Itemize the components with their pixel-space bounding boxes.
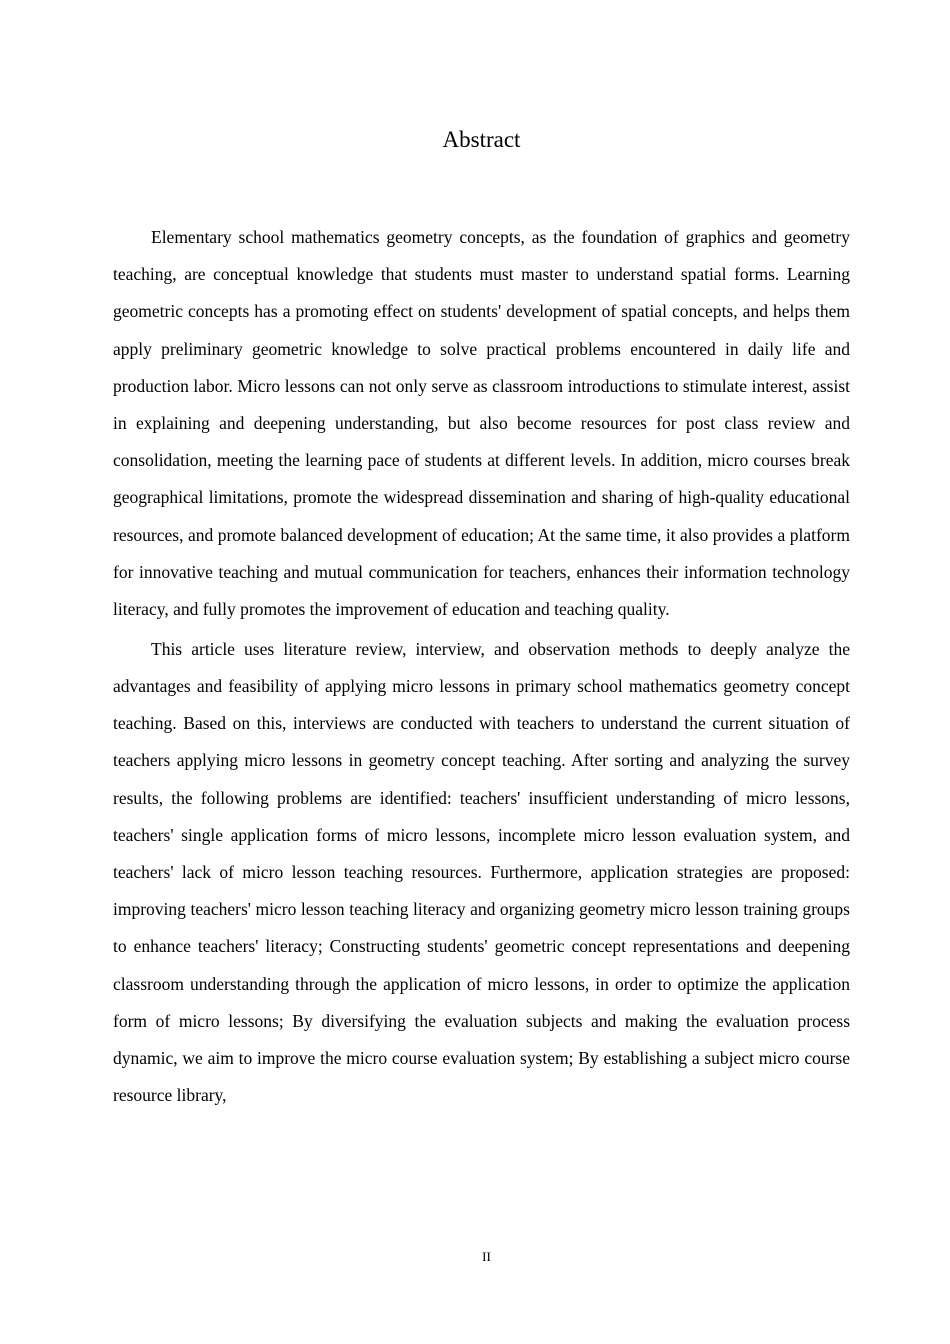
page-number: II: [482, 1249, 491, 1264]
abstract-paragraph-2: This article uses literature review, interview, and observation methods to deeply analyze the advantages and feasibility of applying micro lessons in primary school mathematics geometry concept teaching. Based on this, interviews are conducted with teachers to understand the current situation of teachers applying micro lessons in geometry concept teaching. After sorting and analyzing the survey results, the following problems are identified: teachers' insufficient understanding of micro lessons, teachers' single application forms of micro lessons, incomplete micro lesson evaluation system, and teachers' lack of micro lesson teaching resources. Furthermore, application strategies are proposed: improving teachers' micro lesson teaching literacy and organizing geometry micro lesson training groups to enhance teachers' literacy; Constructing students' geometric concept representations and deepening classroom understanding through the application of micro lessons, in order to optimize the application form of micro lessons; By diversifying the evaluation subjects and making the evaluation process dynamic, we aim to improve the micro course evaluation system; By establishing a subject micro course resource library,: [113, 638, 850, 1106]
abstract-body: [113, 219, 850, 1114]
abstract-title: Abstract: [442, 127, 521, 152]
abstract-paragraph-1: Elementary school mathematics geometry concepts, as the foundation of graphics and geometry teaching, are conceptual knowledge that students must master to understand spatial forms. Learning geometric concepts has a promoting effect on students' development of spatial concepts, and helps them apply preliminary geometric knowledge to solve practical problems encountered in daily life and production labor. Micro lessons can not only serve as classroom introductions to stimulate interest, assist in explaining and deepening understanding, but also become resources for post class review and consolidation, meeting the learning pace of students at different levels. In addition, micro courses break geographical limitations, promote the widespread dissemination and sharing of high-quality educational resources, and promote balanced development of education; At the same time, it also provides a platform for innovative teaching and mutual communication for teachers, enhances their information technology literacy, and fully promotes the improvement of education and teaching quality.: [113, 227, 850, 620]
